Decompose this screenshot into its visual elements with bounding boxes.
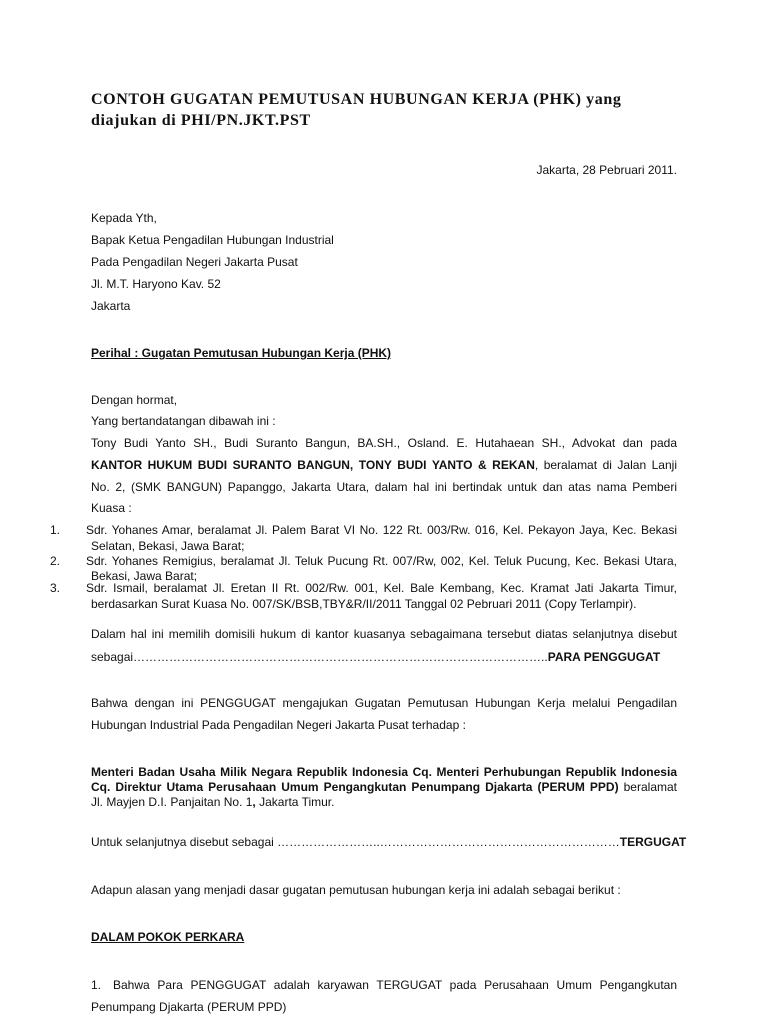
greeting: Dengan hormat, [91,393,178,407]
plaintiff-label: PARA PENGGUGAT [547,650,661,664]
client-line-continued: Selatan, Bekasi, Jawa Barat; [91,539,245,553]
reasons-intro: Adapun alasan yang menjadi dasar gugatan pemutusan hubungan kerja ini adalah sebagai berikut : [91,883,621,897]
client-number: 2. [50,554,61,568]
client-number: 1. [50,523,61,537]
domicile-line: Dalam hal ini memilih domisili hukum di kantor kuasanya sebagaimana tersebut diatas selanjutnya disebut [91,627,677,641]
plaintiff-designation-line [91,650,677,664]
counsel-address-line: No. 2, (SMK BANGUN) Papanggo, Jakarta Utara, dalam hal ini bertindak untuk dan atas nama Pemberi [91,480,677,494]
intro-line: Yang bertandatangan dibawah ini : [91,414,276,428]
recipient-name: Bapak Ketua Pengadilan Hubungan Industrial [91,233,334,247]
counsel-lawyers-line: Tony Budi Yanto SH., Budi Suranto Bangun, BA.SH., Osland. E. Hutahaean SH., Advokat dan pada [91,436,677,450]
firm-address-start: , beralamat di Jalan Lanji [534,458,677,472]
client-number: 3. [50,581,61,595]
subject-line [91,346,677,360]
document-title-line-2: diajukan di PHI/PN.JKT.PST [91,112,311,129]
letter-date: Jakarta, 28 Pebruari 2011. [536,163,677,177]
counsel-firm-line [91,458,677,472]
claim-line-continued: Hubungan Industrial Pada Pengadilan Negeri Jakarta Pusat terhadap : [91,718,466,732]
law-firm-name: KANTOR HUKUM BUDI SURANTO BANGUN, TONY BUDI YANTO & REKAN [91,458,535,472]
claim-line: Bahwa dengan ini PENGGUGAT mengajukan Gugatan Pemutusan Hubungan Kerja melalui Pengadilan [91,696,677,710]
defendant-line-continued [91,780,677,794]
defendant-address-comma: , [252,795,256,809]
defendant-address-label: beralamat [618,780,677,794]
defendant-entity: Cq. Direktur Utama Perusahaan Umum Pengangkutan Penumpang Djakarta (PERUM PPD) [91,780,619,794]
point-line: Bahwa Para PENGGUGAT adalah karyawan TERGUGAT pada Perusahaan Umum Pengangkutan [113,978,677,992]
dotted-leader: sebagai………………………………………………………………………………………….. [91,650,548,664]
client-line-continued: berdasarkan Surat Kuasa No. 007/SK/BSB,TBY&R/II/2011 Tanggal 02 Pebruari 2011 (Copy Terlampir). [91,597,637,611]
client-line-continued: Bekasi, Jawa Barat; [91,569,198,583]
client-line: Sdr. Yohanes Amar, beralamat Jl. Palem Barat VI No. 122 Rt. 003/Rw. 016, Kel. Pekayon Jaya, Kec. Bekasi [86,523,677,537]
document-title-line-1: CONTOH GUGATAN PEMUTUSAN HUBUNGAN KERJA (PHK) yang [91,91,622,108]
defendant-address-city: Jakarta Timur. [255,795,335,809]
defendant-line: Menteri Badan Usaha Milik Negara Republik Indonesia Cq. Menteri Perhubungan Republik Indonesia [91,765,677,779]
defendant-address-line [91,795,677,809]
recipient-city: Jakarta [91,299,131,313]
recipient-salutation: Kepada Yth, [91,211,157,225]
section-heading-line [91,930,677,944]
point-line-continued: Penumpang Djakarta (PERUM PPD) [91,1000,287,1014]
client-line: Sdr. Yohanes Remigius, beralamat Jl. Teluk Pucung Rt. 007/Rw, 002, Kel. Teluk Pucung, Kec. Bekasi Utara, [86,554,677,568]
subject-text: Perihal : Gugatan Pemutusan Hubungan Kerja (PHK) [91,346,392,360]
dotted-leader: Untuk selanjutnya disebut sebagai ……………………..…………………………………………………… [91,835,620,849]
point-number: 1. [91,978,102,992]
counsel-address-end: Kuasa : [91,501,132,515]
section-heading: DALAM POKOK PERKARA [91,930,245,944]
defendant-designation-line [91,835,687,849]
recipient-court: Pada Pengadilan Negeri Jakarta Pusat [91,255,298,269]
defendant-label: TERGUGAT [619,835,687,849]
client-line: Sdr. Ismail, beralamat Jl. Eretan II Rt. 002/Rw. 001, Kel. Bale Kembang, Kec. Kramat Jati Jakarta Timur, [86,581,677,595]
defendant-address: Jl. Mayjen D.I. Panjaitan No. 1 [91,795,253,809]
recipient-street: Jl. M.T. Haryono Kav. 52 [91,277,221,291]
